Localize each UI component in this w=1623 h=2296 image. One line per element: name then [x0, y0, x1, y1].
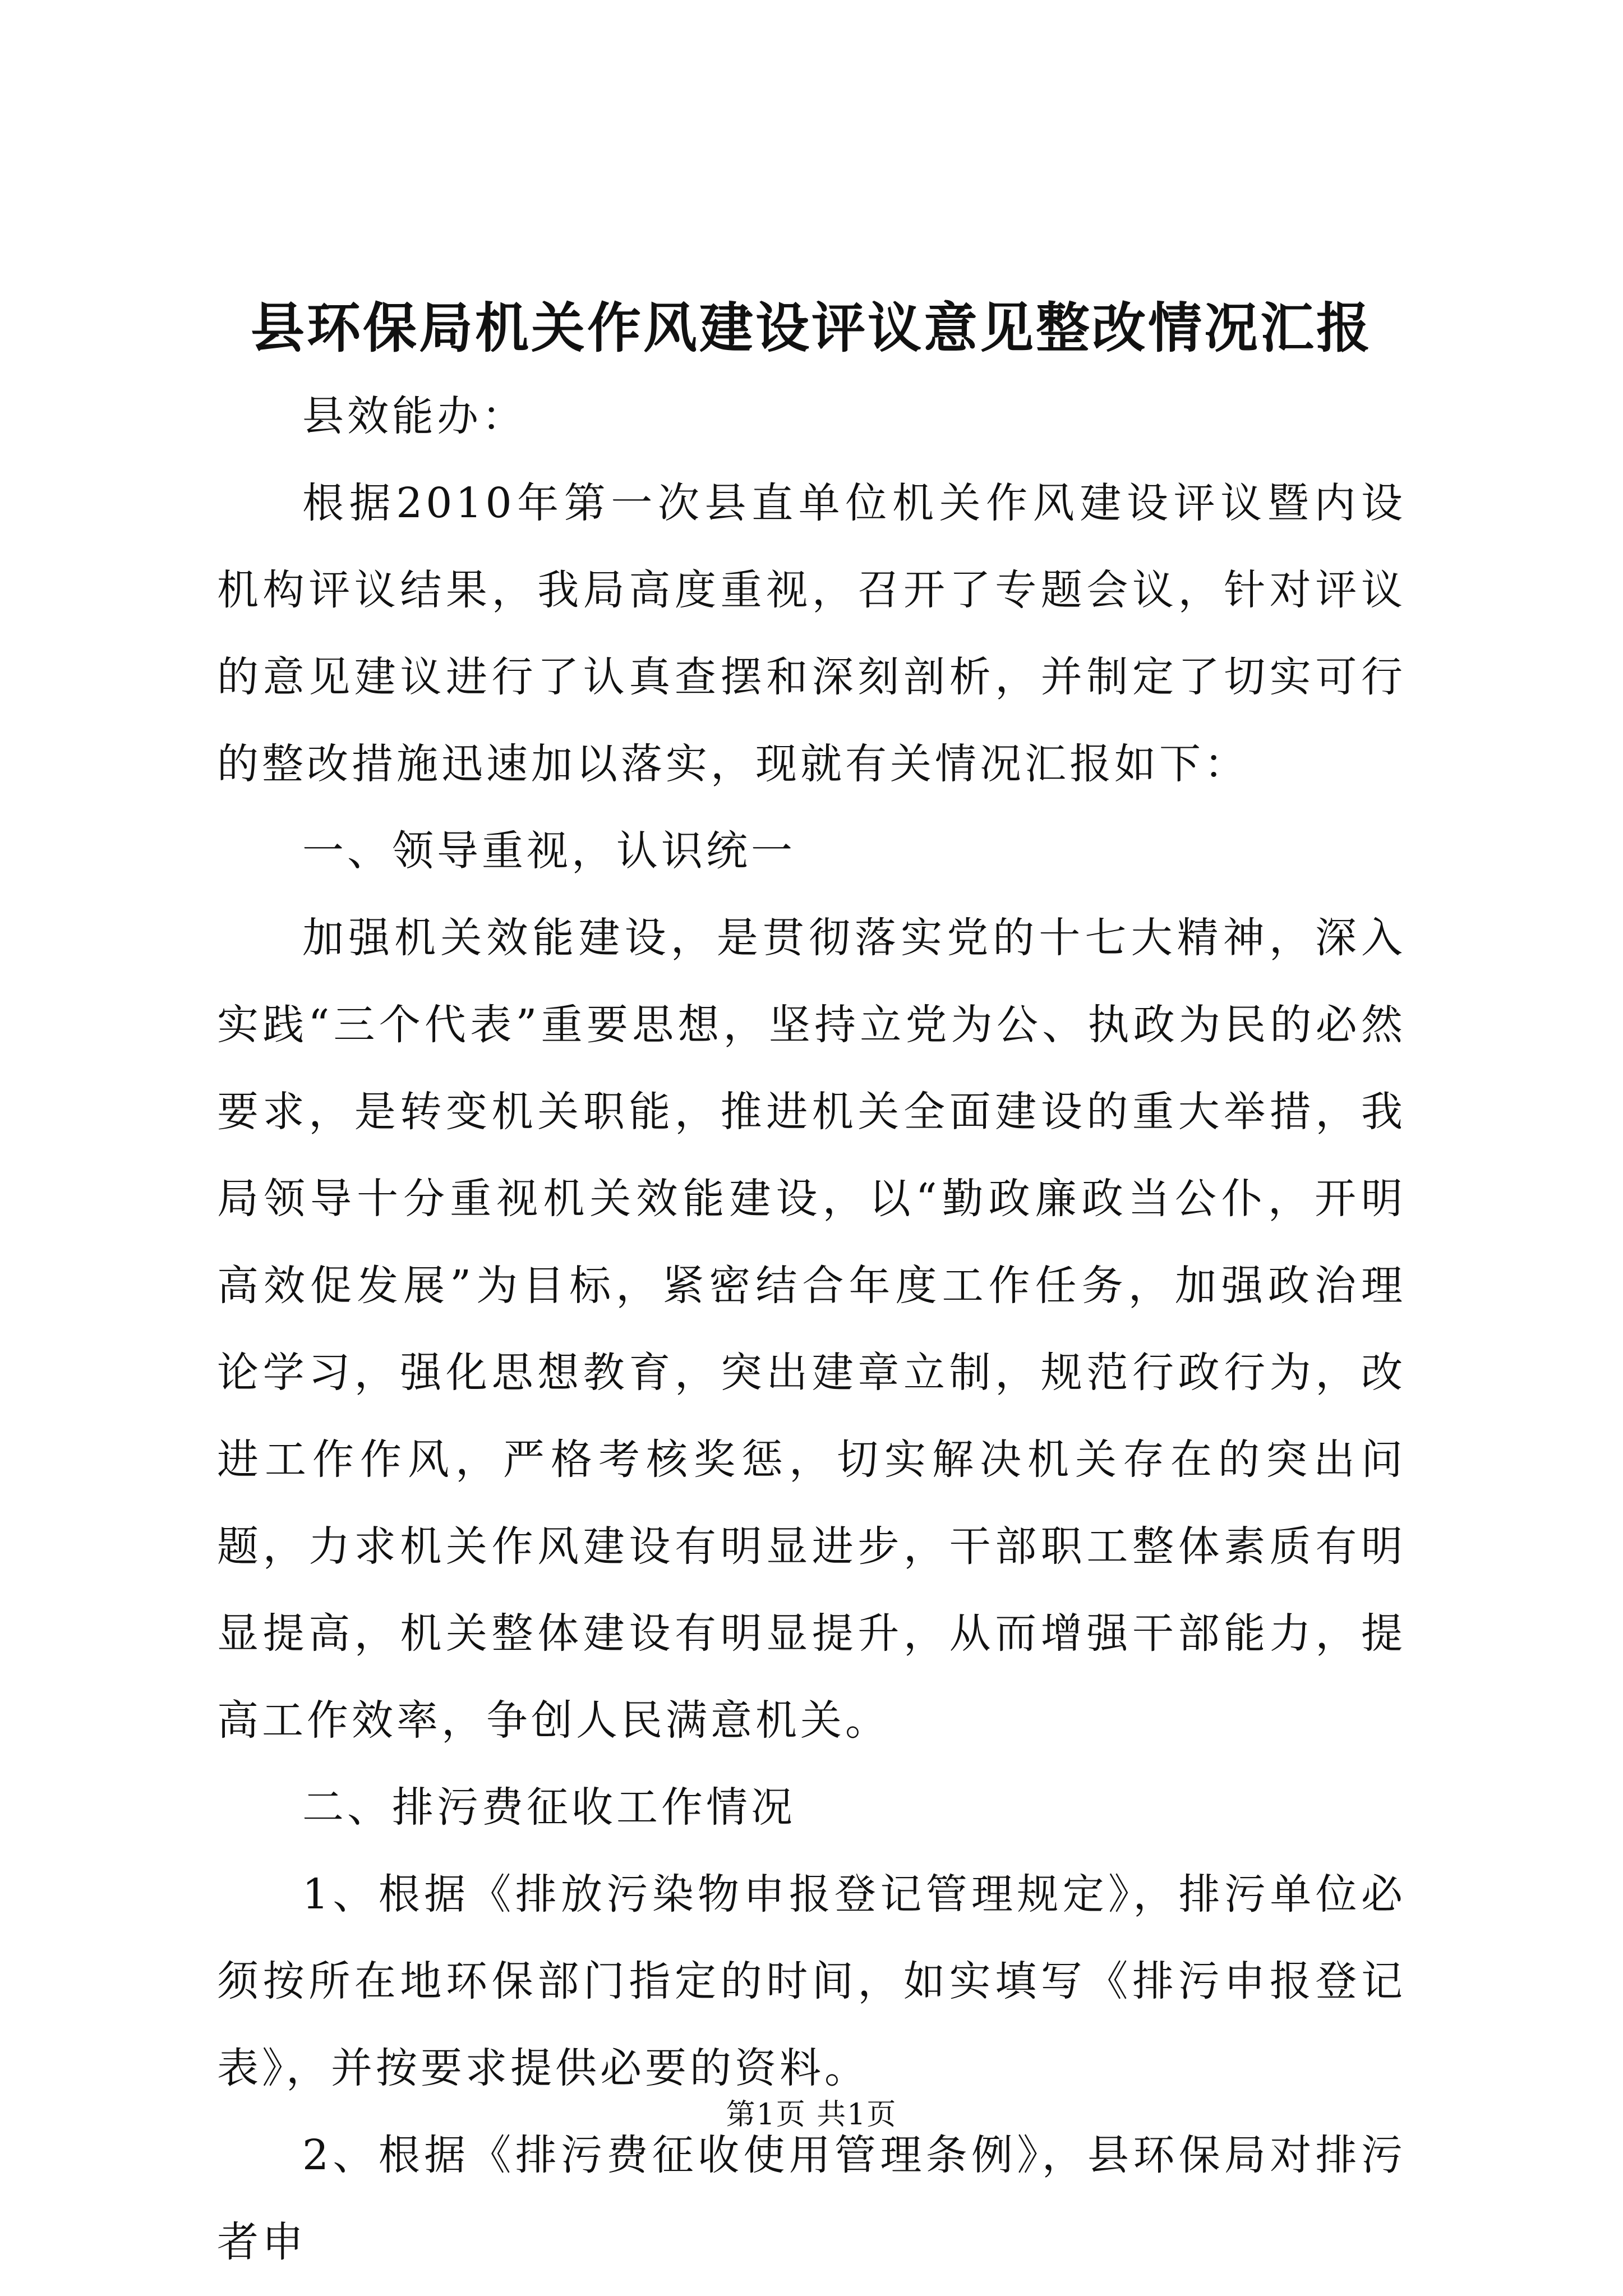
document-body — [217, 373, 1406, 2286]
salutation: 县效能办： — [302, 392, 527, 440]
section-1-paragraph: 加强机关效能建设，是贯彻落实党的十七大精神，深入实践“三个代表”重要思想，坚持立党为公、执政为民的必然要求，是转变机关职能，推进机关全面建设的重大举措，我局领导十分重视机关效能建设，以“勤政廉政当公仆，开明高效促发展”为目标，紧密结合年度工作任务，加强政治理论学习，强化思想教育，突出建章立制，规范行政行为，改进工作作风，严格考核奖惩，切实解决机关存在的突出问题，力求机关作风建设有明显进步，干部职工整体素质有明显提高，机关整体建设有明显提升，从而增强干部能力，提高工作效率，争创人民满意机关。 — [217, 914, 1406, 1745]
page-number-footer: 第1页 共1页 — [726, 2098, 897, 2132]
section-2-item-2: 2、根据《排污费征收使用管理条例》，县环保局对排污者申 — [217, 2131, 1406, 2266]
intro-paragraph: 根据2010年第一次县直单位机关作风建设评议暨内设机构评议结果，我局高度重视，召开了专题会议，针对评议的意见建议进行了认真查摆和深刻剖析，并制定了切实可行的整改措施迅速加以落实，现就有关情况汇报如下： — [217, 479, 1406, 788]
section-2-item-1: 1、根据《排放污染物申报登记管理规定》，排污单位必须按所在地环保部门指定的时间，如实填写《排污申报登记表》，并按要求提供必要的资料。 — [217, 1870, 1406, 2092]
section-heading-2: 二、排污费征收工作情况 — [302, 1783, 796, 1832]
section-heading-1: 一、领导重视，认识统一 — [302, 827, 796, 875]
document-title: 县环保局机关作风建设评议意见整改情况汇报 — [251, 296, 1372, 360]
